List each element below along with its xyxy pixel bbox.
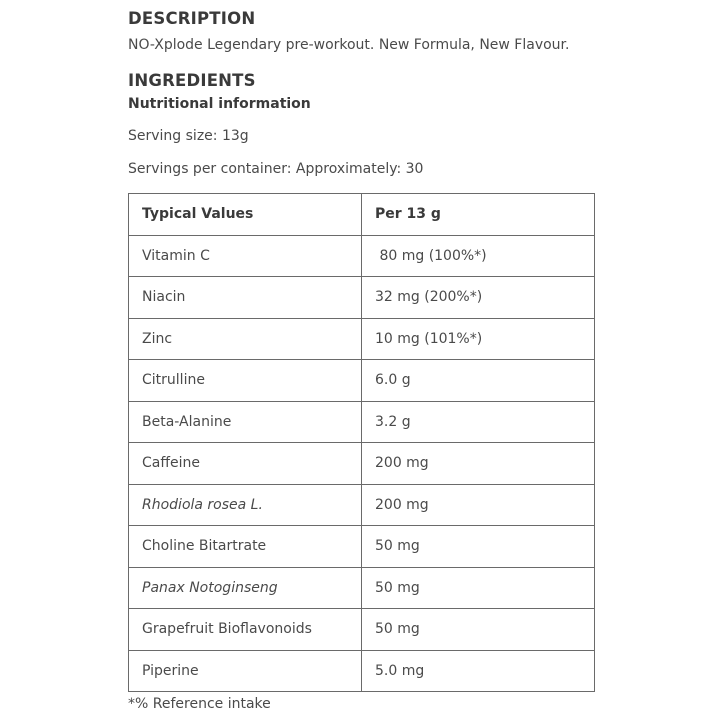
table-row (129, 318, 595, 360)
ingredient-amount-cell: 32 mg (200%*) (362, 277, 595, 319)
ingredient-name-cell: Vitamin C (129, 235, 362, 277)
ingredient-name-cell: Caffeine (129, 443, 362, 485)
ingredient-amount-cell: 50 mg (362, 526, 595, 568)
description-heading: DESCRIPTION (128, 9, 256, 28)
table-row (129, 609, 595, 651)
table-header-row (129, 194, 595, 236)
ingredient-name-cell: Niacin (129, 277, 362, 319)
table-row (129, 443, 595, 485)
ingredient-name-cell: Piperine (129, 650, 362, 692)
nutrition-table (128, 193, 595, 692)
servings-per-container-text: Servings per container: Approximately: 30 (128, 161, 424, 177)
product-info-section (128, 8, 598, 179)
serving-size-text: Serving size: 13g (128, 128, 249, 144)
ingredient-name-cell: Panax Notoginseng (129, 567, 362, 609)
nutrition-table-body (129, 235, 595, 692)
table-row (129, 526, 595, 568)
ingredient-name-cell: Beta-Alanine (129, 401, 362, 443)
ingredient-name-cell: Zinc (129, 318, 362, 360)
table-row (129, 277, 595, 319)
table-row (129, 360, 595, 402)
ingredient-name-cell: Grapefruit Bioflavonoids (129, 609, 362, 651)
ingredient-amount-cell: 10 mg (101%*) (362, 318, 595, 360)
ingredient-name-cell: Choline Bitartrate (129, 526, 362, 568)
ingredient-amount-cell: 80 mg (100%*) (362, 235, 595, 277)
column-header-typical-values: Typical Values (129, 194, 362, 236)
ingredient-amount-cell: 6.0 g (362, 360, 595, 402)
ingredients-heading: INGREDIENTS (128, 71, 256, 90)
table-row (129, 484, 595, 526)
table-row (129, 235, 595, 277)
ingredient-amount-cell: 200 mg (362, 443, 595, 485)
reference-intake-footnote: *% Reference intake (128, 696, 271, 712)
ingredient-amount-cell: 50 mg (362, 567, 595, 609)
column-header-per-13g: Per 13 g (362, 194, 595, 236)
ingredient-amount-cell: 50 mg (362, 609, 595, 651)
table-row (129, 650, 595, 692)
ingredient-amount-cell: 5.0 mg (362, 650, 595, 692)
table-row (129, 567, 595, 609)
table-row (129, 401, 595, 443)
description-text: NO-Xplode Legendary pre-workout. New Formula, New Flavour. (128, 37, 570, 53)
nutritional-information-subheading: Nutritional information (128, 96, 311, 112)
ingredient-name-cell: Rhodiola rosea L. (129, 484, 362, 526)
ingredient-name-cell: Citrulline (129, 360, 362, 402)
ingredient-amount-cell: 3.2 g (362, 401, 595, 443)
ingredient-amount-cell: 200 mg (362, 484, 595, 526)
